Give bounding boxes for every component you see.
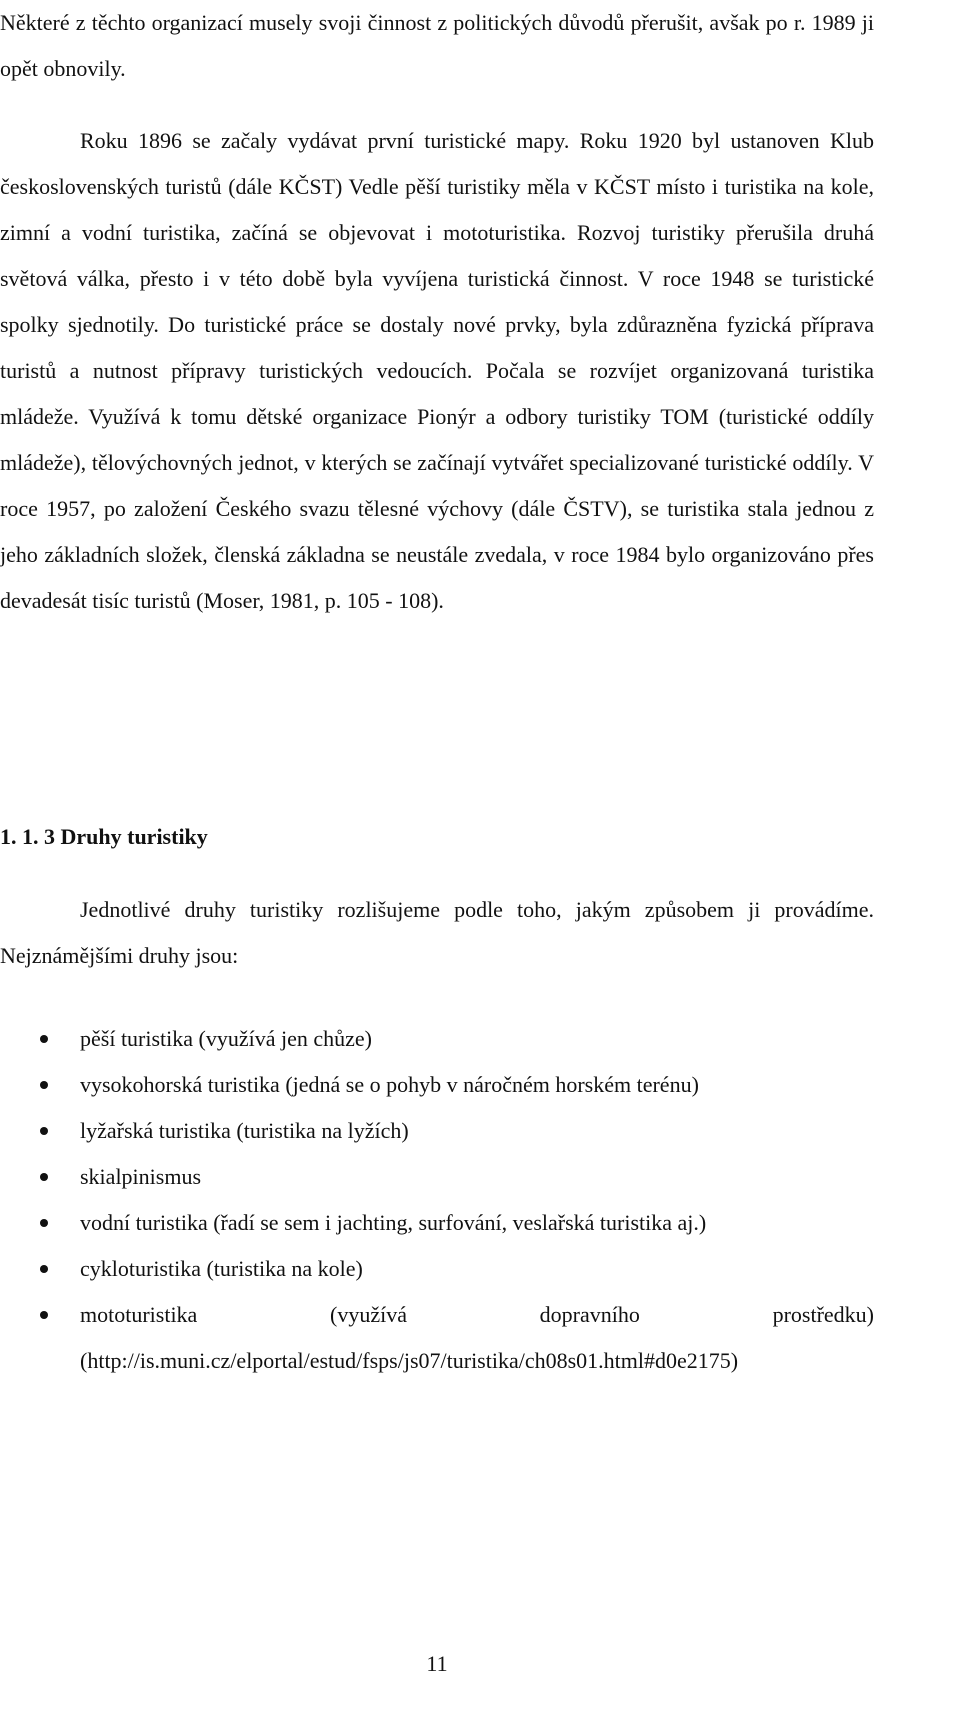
list-item-text: vysokohorská turistika (jedná se o pohyb v náročném horském terénu) [80,1072,699,1097]
list-item-text: skialpinismus [80,1164,202,1189]
list-item [0,1246,874,1292]
section-heading: 1. 1. 3 Druhy turistiky [0,824,208,849]
paragraph-organizations: Některé z těchto organizací musely svoji činnost z politických důvodů přerušit, avšak po r. 1989 ji opět obnovily. [0,10,874,81]
paragraph-history: Roku 1896 se začaly vydávat první turistické mapy. Roku 1920 byl ustanoven Klub československých turistů (dále KČST) Vedle pěší turistiky měla v KČST místo i turistika na kole, zimní a vodní turistika, začíná se objevovat i mototuristika. Rozvoj turistiky přerušila druhá světová válka, přesto i v této době byla vyvíjena turistická činnost. V roce 1948 se turistické spolky sjednotily. Do turistické práce se dostaly nové prvky, byla zdůrazněna fyzická příprava turistů a nutnost přípravy turistických vedoucích. Počala se rozvíjet organizovaná turistika mládeže. Využívá k tomu dětské organizace Pionýr a odbory turistiky TOM (turistické oddíly mládeže), tělovýchovných jednot, v kterých se začínají vytvářet specializované turistické oddíly. V roce 1957, po založení Českého svazu tělesné výchovy (dále ČSTV), se turistika stala jednou z jeho základních složek, členská základna se neustále zvedala, v roce 1984 bylo organizováno přes devadesát tisíc turistů (Moser, 1981, p. 105 - 108). [0,128,874,613]
source-url: (http://is.muni.cz/elportal/estud/fsps/js07/turistika/ch08s01.html#d0e2175) [80,1348,739,1373]
bullet-icon [40,1265,48,1273]
bullet-icon [40,1219,48,1227]
list-item-text: cykloturistika (turistika na kole) [80,1256,363,1281]
list-item [0,1200,874,1246]
list-item [0,1016,874,1062]
bullet-icon [40,1127,48,1135]
paragraph-intro: Jednotlivé druhy turistiky rozlišujeme podle toho, jakým způsobem ji provádíme. Nejznámějšími druhy jsou: [0,897,874,968]
list-item [0,1154,874,1200]
list-item-text: mototuristika (využívá dopravního prostředku) [80,1302,874,1327]
bullet-icon [40,1311,48,1319]
bullet-icon [40,1173,48,1181]
tourism-types-list [0,1016,874,1384]
bullet-icon [40,1035,48,1043]
list-item-text: pěší turistika (využívá jen chůze) [80,1026,373,1051]
page-number: 11 [426,1651,448,1676]
list-item [0,1062,874,1108]
list-item [0,1292,874,1384]
bullet-icon [40,1081,48,1089]
list-item [0,1108,874,1154]
list-item-text: vodní turistika (řadí se sem i jachting, surfování, veslařská turistika aj.) [80,1210,707,1235]
list-item-text: lyžařská turistika (turistika na lyžích) [80,1118,409,1143]
